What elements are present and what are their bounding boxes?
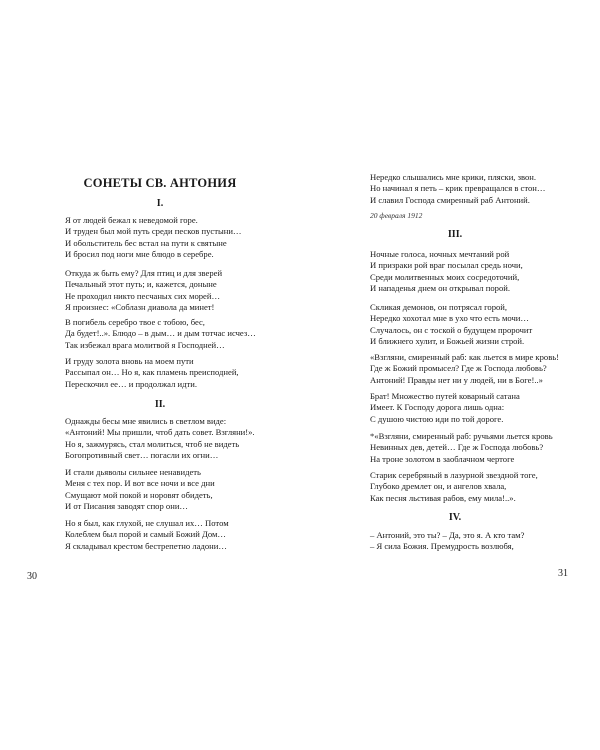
verse-line: – Антоний, это ты? – Да, это я. А кто там? xyxy=(370,530,525,540)
verse-line: Где ж Божий промысел? Где ж Господа любовь? xyxy=(370,363,547,374)
verse-line: В погибель серебро твое с тобою, бес, xyxy=(65,317,205,327)
verse-line: – Я сила Божия. Премудрость возлюбя, xyxy=(370,541,514,552)
section-number: IV. xyxy=(448,512,462,523)
verse-line: Брат! Множество путей коварный сатана xyxy=(370,391,520,401)
verse-line: Смущают мой покой и норовят обидеть, xyxy=(65,489,213,500)
stanza xyxy=(370,470,538,504)
page-title: СОНЕТЫ СВ. АНТОНИЯ xyxy=(83,176,237,190)
verse-line: Откуда ж быть ему? Для птиц и для зверей xyxy=(65,268,223,278)
verse-line: И славил Господа смиренный раб Антоний. xyxy=(370,194,530,205)
stanza xyxy=(65,317,256,351)
verse-line: «Антоний! Мы пришли, чтоб дать совет. Взгляни!». xyxy=(65,427,255,438)
verse-line: И стали дьяволы сильнее ненавидеть xyxy=(65,467,201,477)
verse-line: Рассыпал он… Но я, как пламень преисподней, xyxy=(65,367,239,378)
stanza xyxy=(370,352,559,386)
verse-line: Богопротивный свет… погасли их огни… xyxy=(65,449,219,460)
verse-line: *«Взгляни, смиренный раб: ручьями льется кровь xyxy=(370,431,553,441)
stanza xyxy=(370,391,520,425)
verse-line: Имеет. К Господу дорога лишь одна: xyxy=(370,402,505,413)
stanza xyxy=(65,215,242,260)
stanza xyxy=(370,302,532,347)
verse-line: Печальный этот путь; и, кажется, доныне xyxy=(65,279,217,290)
verse-line: С душою чистою иди по той дороге. xyxy=(370,413,504,424)
verse-line: Но начинал я петь – крик превращался в стон… xyxy=(370,183,546,194)
verse-line: Невинных дев, детей… Где ж Господа любовь? xyxy=(370,442,544,453)
verse-line: Я от людей бежал к неведомой горе. xyxy=(65,215,198,225)
verse-line: Я произнес: «Соблазн диавола да минет! xyxy=(65,301,215,312)
verse-line: Но я, зажмурясь, стал молиться, чтоб не видеть xyxy=(65,438,240,449)
stanza xyxy=(65,467,215,512)
verse-line: Я складывал крестом бестрепетно ладони… xyxy=(65,540,227,551)
stanza xyxy=(370,172,546,206)
stanza xyxy=(65,356,239,390)
verse-line: И от Писания заводят спор они… xyxy=(65,500,189,511)
verse-line: Однажды бесы мне явились в светлом виде: xyxy=(65,416,227,426)
right-page xyxy=(300,0,600,750)
verse-line: Как песня льстивая рабов, ему мила!..». xyxy=(370,492,516,503)
verse-line: И бросил под ноги мне блюдо в серебре. xyxy=(65,248,214,259)
verse-line: На троне золотом в заоблачном чертоге xyxy=(370,453,515,464)
verse-line: И ближнего хулит, и Божьей жизни строй. xyxy=(370,335,525,346)
verse-line: Да будет!..». Блюдо – в дым… и дым тотчас исчез… xyxy=(65,328,256,339)
verse-line: Скликая демонов, он потрясал горой, xyxy=(370,302,508,312)
stanza xyxy=(65,518,229,552)
page-number: 31 xyxy=(558,568,568,579)
verse-line: «Взгляни, смиренный раб: как льется в мире кровь! xyxy=(370,352,560,362)
verse-line: Перескочил ее… и продолжал идти. xyxy=(65,378,197,389)
verse-line: И груду золота вновь на моем пути xyxy=(65,356,194,366)
verse-line: И труден был мой путь среди песков пустыни… xyxy=(65,226,242,237)
page-number: 30 xyxy=(27,571,37,582)
verse-line: Ночные голоса, ночных мечтаний рой xyxy=(370,249,510,259)
verse-line: Не проходил никто песчаных сих морей… xyxy=(65,290,221,301)
section-number: II. xyxy=(154,399,166,410)
section-number: III. xyxy=(447,229,463,240)
verse-line: Но я был, как глухой, не слушал их… Потом xyxy=(65,518,229,528)
verse-line: Среди молитвенных моих сосредоточий, xyxy=(370,271,520,282)
verse-line: И нападенья днем он открывал порой. xyxy=(370,282,510,293)
verse-line: Меня с тех пор. И вот все ночи и все дни xyxy=(65,478,215,489)
stanza xyxy=(65,416,255,461)
verse-line: Так избежал врага молитвой я Господней… xyxy=(65,339,225,350)
section-number: I. xyxy=(156,198,164,209)
stanza xyxy=(65,268,222,313)
verse-line: Антоний! Правды нет ни у людей, ни в Боге!..» xyxy=(370,374,543,385)
stanza xyxy=(370,431,553,465)
verse-line: И обольститель бес встал на пути к святыне xyxy=(65,237,227,248)
verse-line: Нередко слышались мне крики, пляски, звон. xyxy=(370,172,537,182)
stanza xyxy=(370,249,523,294)
verse-line: И призраки рой враг посылал средь ночи, xyxy=(370,260,523,271)
stanza xyxy=(370,530,524,553)
verse-line: Случалось, он с тоской о будущем пророчит xyxy=(370,324,533,335)
verse-line: Нередко хохотал мне в ухо что есть мочи… xyxy=(370,313,529,324)
verse-line: Колеблем был порой и самый Божий Дом… xyxy=(65,529,227,540)
poem-date: 20 февраля 1912 xyxy=(370,211,423,220)
verse-line: Старик серебряный в лазурной звездной тоге, xyxy=(370,470,538,480)
verse-line: Глубоко дремлет он, и ангелов хвала, xyxy=(370,481,507,492)
